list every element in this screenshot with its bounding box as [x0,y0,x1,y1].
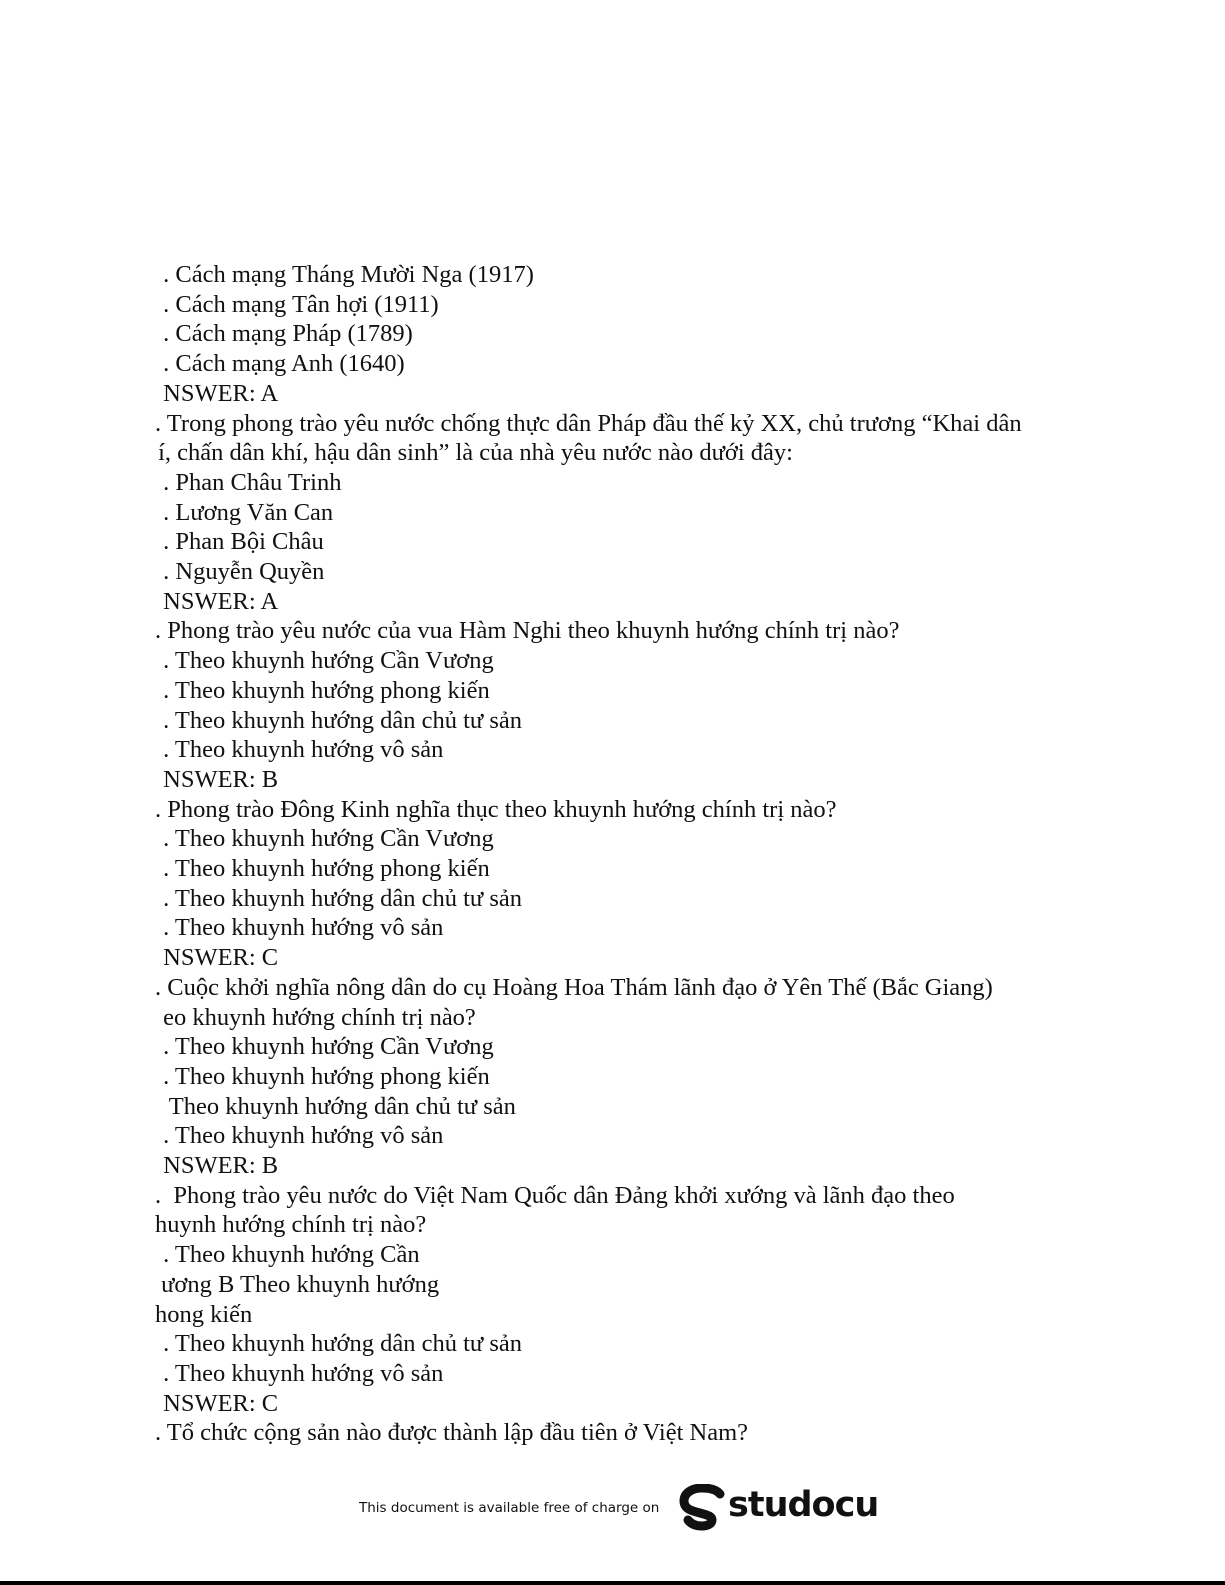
text-line: . Theo khuynh hướng phong kiến [157,676,490,704]
text-line: Theo khuynh hướng dân chủ tư sản [157,1092,516,1120]
text-line: í, chấn dân khí, hậu dân sinh” là của nhà yêu nước nào dưới đây: [152,439,793,467]
text-line: huynh hướng chính trị nào? [155,1211,427,1239]
studocu-wordmark[interactable]: studocu [728,1485,879,1525]
text-line: . Theo khuynh hướng Cần Vương [157,647,494,675]
text-line: ương B Theo khuynh hướng [155,1270,440,1298]
text-line: NSWER: A [157,379,279,407]
text-line: . Tổ chức cộng sản nào được thành lập đầu tiên ở Việt Nam? [155,1419,749,1447]
text-line: NSWER: A [157,587,279,615]
text-line: . Cuộc khởi nghĩa nông dân do cụ Hoàng Hoa Thám lãnh đạo ở Yên Thế (Bắc Giang) [155,973,993,1001]
text-line: NSWER: B [157,1152,279,1179]
text-line: . Theo khuynh hướng dân chủ tư sản [157,1330,522,1358]
text-line: . Phong trào yêu nước của vua Hàm Nghi theo khuynh hướng chính trị nào? [155,617,900,645]
page-bottom-border [0,1581,1225,1585]
text-line: . Theo khuynh hướng phong kiến [157,1062,490,1090]
text-line: NSWER: B [157,765,279,793]
text-line: NSWER: C [157,1389,279,1417]
text-line: . Theo khuynh hướng vô sản [157,736,444,764]
text-line: . Theo khuynh hướng dân chủ tư sản [157,884,522,912]
studocu-logo-icon[interactable] [676,1484,728,1536]
text-line: . Cách mạng Anh (1640) [157,350,405,378]
text-line: . Trong phong trào yêu nước chống thực dân Pháp đầu thế kỷ XX, chủ trương “Khai dân [155,409,1022,437]
text-line: . Nguyễn Quyền [157,558,325,585]
text-line: . Theo khuynh hướng Cần [157,1241,420,1269]
text-line: . Lương Văn Can [157,498,334,526]
text-line: eo khuynh hướng chính trị nào? [157,1003,476,1031]
text-line: . Theo khuynh hướng dân chủ tư sản [157,706,522,734]
text-line: . Cách mạng Tháng Mười Nga (1917) [157,261,534,288]
text-line: . Phong trào yêu nước do Việt Nam Quốc dân Đảng khởi xướng và lãnh đạo theo [155,1181,955,1209]
text-line: hong kiến [155,1300,253,1328]
text-line: . Theo khuynh hướng vô sản [157,914,444,942]
text-line: . Phan Châu Trinh [157,468,342,496]
text-line: . Theo khuynh hướng vô sản [157,1359,444,1387]
text-line: . Phan Bội Châu [157,528,324,556]
text-line: NSWER: C [157,944,279,972]
text-line: . Theo khuynh hướng Cần Vương [157,825,494,853]
studocu-footer [0,1480,1225,1540]
text-line: . Cách mạng Pháp (1789) [157,320,413,348]
text-line: . Phong trào Đông Kinh nghĩa thục theo khuynh hướng chính trị nào? [155,795,837,823]
text-line: . Cách mạng Tân hợi (1911) [157,290,439,318]
text-line: . Theo khuynh hướng vô sản [157,1122,444,1150]
text-line: . Theo khuynh hướng Cần Vương [157,1033,494,1061]
footer-note: This document is available free of charge on [359,1500,660,1516]
text-line: . Theo khuynh hướng phong kiến [157,855,490,882]
